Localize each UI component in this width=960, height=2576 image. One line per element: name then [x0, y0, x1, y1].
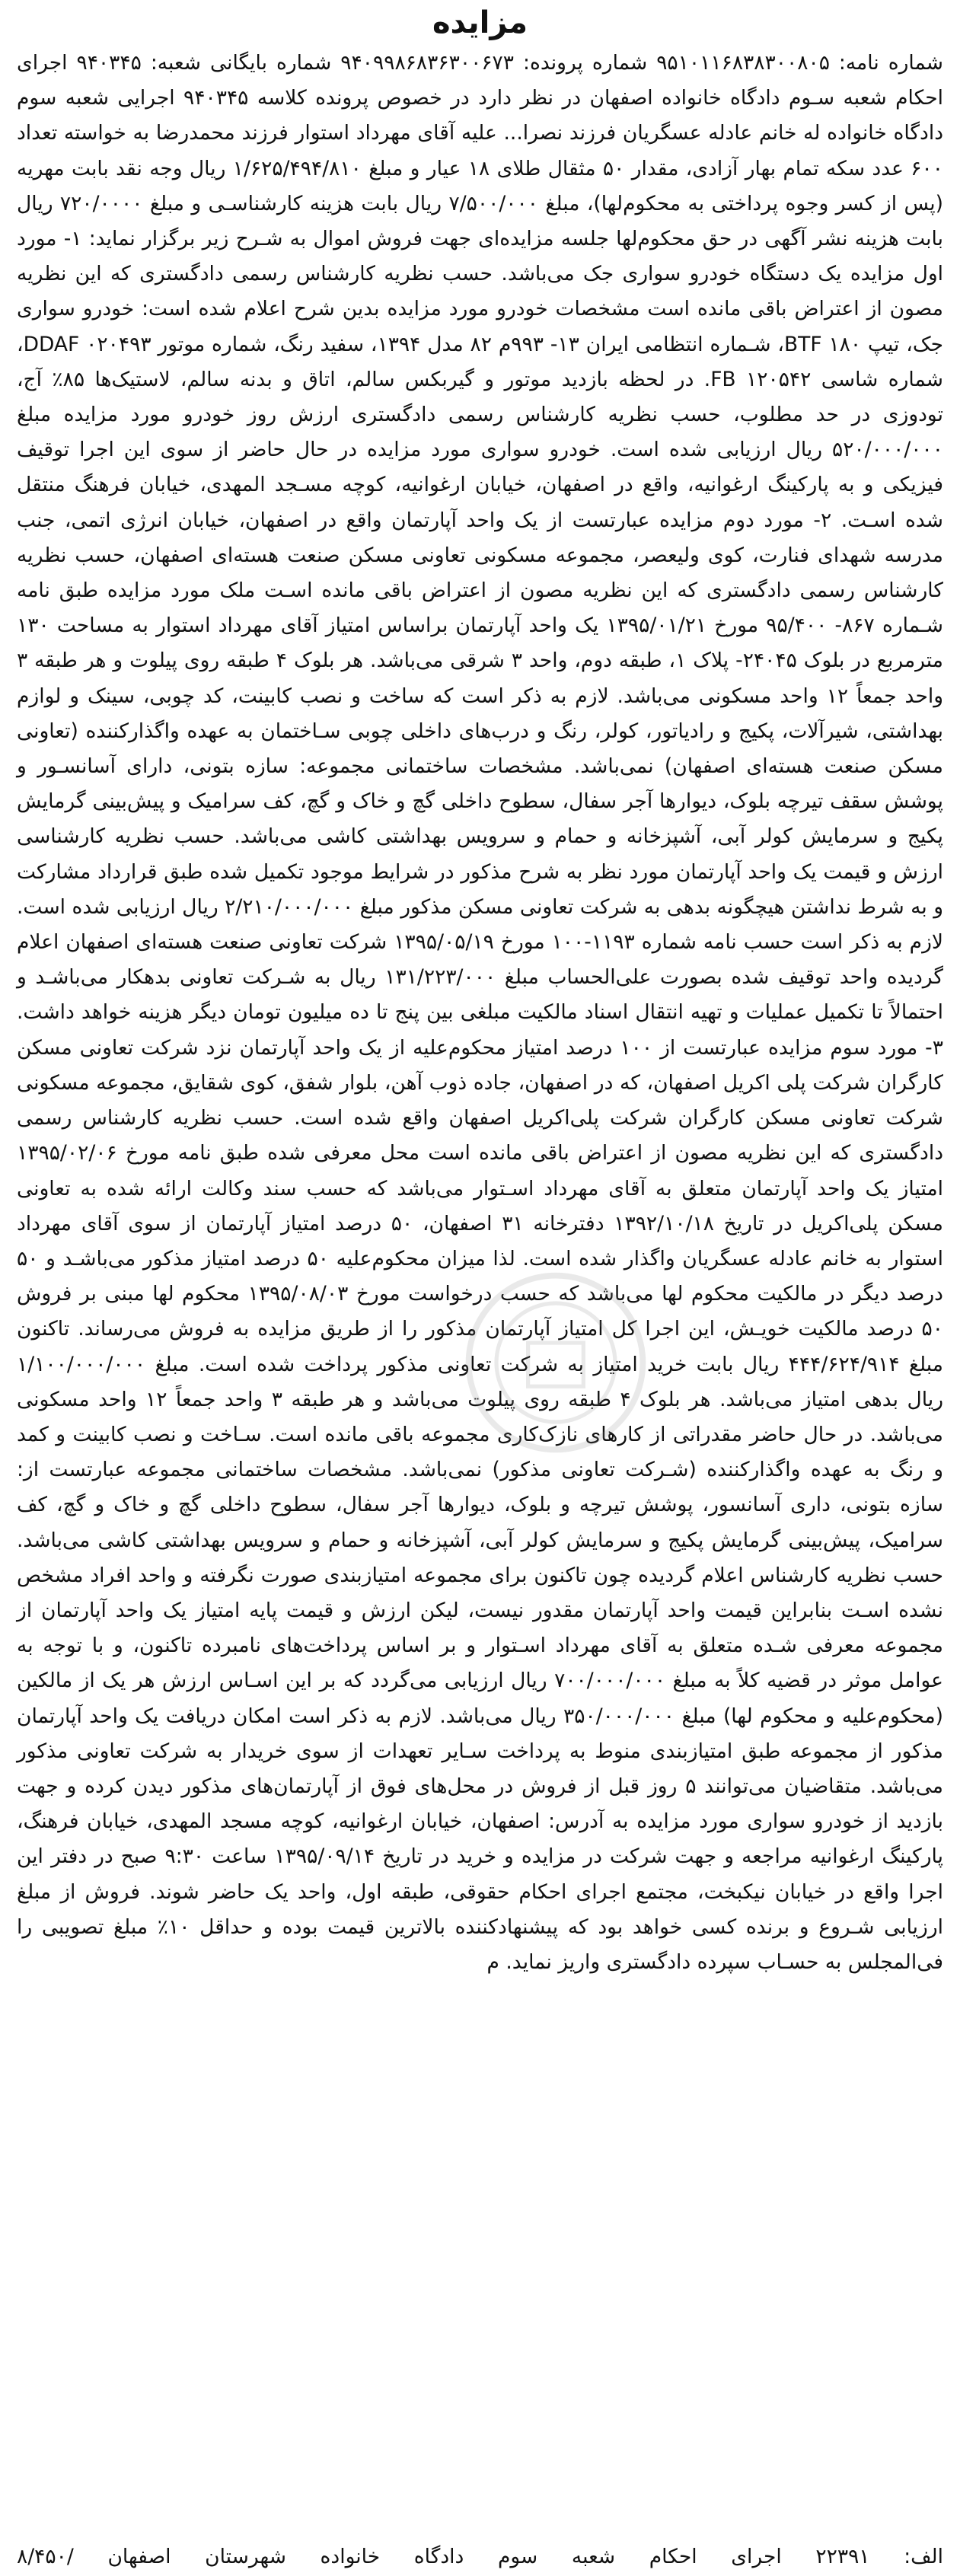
notice-body: شماره نامه: ۹۵۱۰۱۱۶۸۳۸۳۰۰۸۰۵ شماره پرونده: ۹۴۰۹۹۸۶۸۳۶۳۰۰۶۷۳ شماره بایگانی شعبه: ۹۴۰۳۴۵ اجرای احکام شعبه سـوم دادگاه خانواده اصفهان در نظر دارد در خصوص پرونده کلاسه ۹۴۰۳۴۵ اجرایی شعبه سوم دادگاه خانواده له خانم عادله عسگریان فرزند نصرا... علیه آقای مهرداد استوار فرزند محمدرضا به خواسته تعداد ۶۰۰ عدد سکه تمام بهار آزادی، مقدار ۵۰ مثقال طلای ۱۸ عیار و مبلغ ۱/۶۲۵/۴۹۴/۸۱۰ ریال وجه نقد بابت مهریه (پس از کسر وجوه پرداختی به محکوم‌لها)، مبلغ ۷/۵۰۰/۰۰۰ ریال بابت هزینه کارشناسـی و مبلغ ۷۲۰/۰۰۰۰ ریال بابت هزینه نشر آگهی در حق محکوم‌لها جلسه مزایده‌ای جهت فروش اموال به شـرح زیر برگزار نماید: ۱- مورد اول مزایده یک دستگاه خودرو سواری جک می‌باشد. حسب نظریه کارشناس رسمی دادگستری که این نظریه مصون از اعتراض باقی مانده است مشخصات خودرو مورد مزایده بدین شرح اعلام شده است: خودرو سواری جک، تیپ BTF ۱۸۰، شـماره انتظامی ایران ۱۳- ۹۹۳م ۸۲ مدل ۱۳۹۴، سفید رنگ، شماره موتور ۰۲۰۴۹۳ DDAF، شماره شاسی ۱۲۰۵۴۲ FB. در لحظه بازدید موتور و گیربکس سالم، اتاق و بدنه سالم، لاستیک‌ها ۸۵٪ آج، تودوزی در حد مطلوب، حسب نظریه کارشناس رسمی دادگستری ارزش روز خودرو مورد مزایده مبلغ ۵۲۰/۰۰۰/۰۰۰ ریال ارزیابی شده است. خودرو سواری مورد مزایده در حال حاضر از سوی این اجرا توقیف فیزیکی و به پارکینگ ارغوانیه، واقع در اصفهان، خیابان ارغوانیه، کوچه مسـجد المهدی، خیابان فرهنگ منتقل شده اسـت. ۲- مورد دوم مزایده عبارتست از یک واحد آپارتمان واقع در اصفهان، خیابان انرژی اتمی، جنب مدرسه شهدای فنارت، کوی ولیعصر، مجموعه مسکونی تعاونی مسکن صنعت هسته‌ای اصفهان، حسب نظریه کارشناس رسمی دادگستری که این نظریه مصون از اعتراض باقی مانده اسـت ملک مورد مزایده طبق نامه شـماره ۸۶۷- ۹۵/۴۰۰ مورخ ۱۳۹۵/۰۱/۲۱ یک واحد آپارتمان براساس امتیاز آقای مهرداد استوار به مساحت ۱۳۰ مترمربع در بلوک ۲۴۰۴۵- پلاک ۱، طبقه دوم، واحد ۳ شرقی می‌باشد. هر بلوک ۴ طبقه روی پیلوت و هر طبقه ۳ واحد جمعاً ۱۲ واحد مسکونی می‌باشد. لازم به ذکر است که ساخت و نصب کابینت، کد چوبی، سینک و لوازم بهداشتی، شیرآلات، پکیج و رادیاتور، کولر، رنگ و درب‌های داخلی چوبی سـاختمان به عهده واگذارکننده (تعاونی مسکن صنعت هسته‌ای اصفهان) نمی‌باشد. مشخصات ساختمانی مجموعه: سازه بتونی، دارای آسانسـور و پوشش سقف تیرچه بلوک، دیوارها آجر سفال، سطوح داخلی گچ و خاک و گچ، کف سرامیک و پیش‌بینی گرمایش پکیج و سرمایش کولر آبی، آشپزخانه و حمام و سرویس بهداشتی کاشی می‌باشد. حسب نظریه کارشناسی ارزش و قیمت یک واحد آپارتمان مورد نظر به شرح مذکور در شرایط موجود تکمیل شده طبق قرارداد مشارکت و به شرط نداشتن هیچگونه بدهی به شرکت تعاونی مسکن مذکور مبلغ ۲/۲۱۰/۰۰۰/۰۰۰ ریال ارزیابی شده است. لازم به ذکر است حسب نامه شماره ۱۱۹۳-۱۰۰ مورخ ۱۳۹۵/۰۵/۱۹ شرکت تعاونی صنعت هسته‌ای اصفهان اعلام گردیده واحد توقیف شده بصورت علی‌الحساب مبلغ ۱۳۱/۲۲۳/۰۰۰ ریال به شـرکت تعاونی بدهکار می‌باشـد و احتمالاً تا تکمیل عملیات و تهیه انتقال اسناد مالکیت مبلغی بین پنج تا ده میلیون تومان دیگر هزینه خواهد داشت. ۳- مورد سوم مزایده عبارتست از ۱۰۰ درصد امتیاز محکوم‌علیه از یک واحد آپارتمان نزد شرکت تعاونی مسکن کارگران شرکت پلی اکریل اصفهان، که در اصفهان، جاده ذوب آهن، بلوار شفق، کوی شقایق، مجموعه مسکونی شرکت تعاونی مسکن کارگران شرکت پلی‌اکریل اصفهان واقع شده است. حسب نظریه کارشناس رسمی دادگستری که این نظریه مصون از اعتراض باقی مانده است محل معرفی شده طبق نامه مورخ ۱۳۹۵/۰۲/۰۶ امتیاز یک واحد آپارتمان متعلق به آقای مهرداد اسـتوار می‌باشد که حسب سند وکالت ارائه شده به تعاونی مسکن پلی‌اکریل در تاریخ ۱۳۹۲/۱۰/۱۸ دفترخانه ۳۱ اصفهان، ۵۰ درصد امتیاز آپارتمان از سوی آقای مهرداد استوار به خانم عادله عسگریان واگذار شده است. لذا میزان محکوم‌علیه ۵۰ درصد امتیاز مذکور می‌باشـد و ۵۰ درصد دیگر در مالکیت محکوم لها می‌باشد که حسب درخواست مورخ ۱۳۹۵/۰۸/۰۳ محکوم لها مبنی بر فروش ۵۰ درصد مالکیت خویـش، این اجرا کل امتیاز آپارتمان مذکور را از طریق مزایده به فروش می‌رساند. تاکنون مبلغ ۴۴۴/۶۲۴/۹۱۴ ریال بابت خرید امتیاز به شرکت تعاونی مذکور پرداخت شده است. مبلغ ۱/۱۰۰/۰۰۰/۰۰۰ ریال بدهی امتیاز می‌باشد. هر بلوک ۴ طبقه روی پیلوت می‌باشد و هر طبقه ۳ واحد جمعاً ۱۲ واحد مسکونی می‌باشد. در حال حاضر مقدراتی از کارهای نازک‌کاری مجموعه باقی مانده است. سـاخت و نصب کابینت و کمد و رنگ به عهده واگذارکننده (شـرکت تعاونی مذکور) نمی‌باشد. مشخصات ساختمانی مجموعه عبارتست از: سازه بتونی، داری آسانسور، پوشش تیرچه و بلوک، دیوارها آجر سفال، سطوح داخلی گچ و خاک و گچ، کف سرامیک، پیش‌بینی گرمایش پکیج و سرمایش کولر آبی، آشپزخانه و حمام و سرویس بهداشتی کاشی می‌باشد. حسب نظریه کارشناس اعلام گردیده چون تاکنون برای مجموعه امتیازبندی صورت نگرفته و واحد افراد مشخص نشده اسـت بنابراین قیمت واحد آپارتمان مقدور نیست، لیکن ارزش و قیمت پایه امتیاز یک واحد آپارتمان از مجموعه معرفی شـده متعلق به آقای مهرداد اسـتوار و بر اساس پرداخت‌های نامبرده تاکنون، و با توجه به عوامل موثر در قضیه کلاً به مبلغ ۷۰۰/۰۰۰/۰۰۰ ریال ارزیابی می‌گردد که بر این اسـاس ارزش هر یک از مالکین (محکوم‌علیه و محکوم لها) مبلغ ۳۵۰/۰۰۰/۰۰۰ ریال می‌باشد. لازم به ذکر است امکان دریافت یک واحد آپارتمان مذکور از مجموعه طبق امتیازبندی منوط به پرداخت سـایر تعهدات از سوی خریدار به شرکت تعاونی مذکور می‌باشد. متقاضیان می‌توانند ۵ روز قبل از فروش در محل‌های فوق از آپارتمان‌های مذکور دیدن کرده و جهت بازدید از خودرو سواری مورد مزایده به آدرس: اصفهان، خیابان ارغوانیه، کوچه مسجد المهدی، خیابان فرهنگ، پارکینگ ارغوانیه مراجعه و جهت شرکت در مزایده و خرید در تاریخ ۱۳۹۵/۰۹/۱۴ ساعت ۹:۳۰ صبح در دفتر این اجرا واقع در خیابان نیکبخت، مجتمع اجرای احکام حقوقی، طبقه اول، واحد یک حاضر شوند. فروش از مبلغ ارزیابی شـروع و برنده کسی خواهد بود که پیشنهادکننده بالاترین قیمت بوده و حداقل ۱۰٪ مبلغ تصویبی را فی‌المجلس به حسـاب سپرده دادگستری واریز نماید. م	[17, 51, 944, 1974]
notice-header	[0, 0, 960, 46]
notice-footer: الف: ۲۲۳۹۱ اجرای احکام شعبه سوم دادگاه خانواده شهرستان اصفهان /۸/۴۵۰	[17, 2545, 943, 2568]
notice-title: مزایده	[432, 5, 528, 40]
